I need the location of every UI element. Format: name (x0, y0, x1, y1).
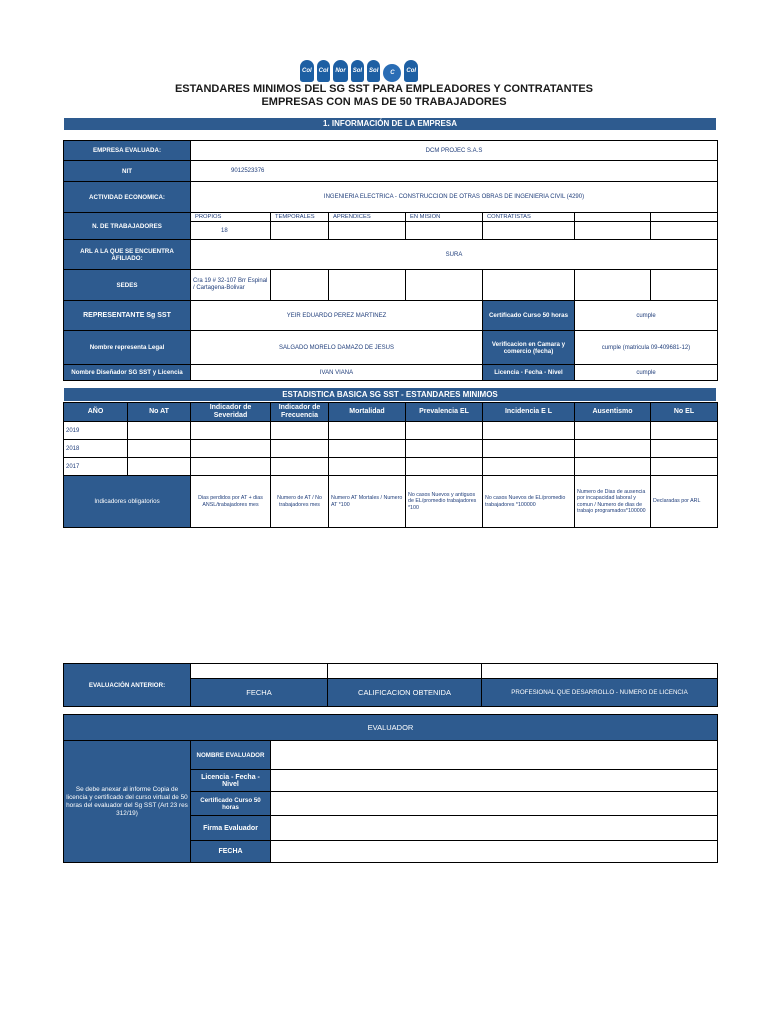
fecha-header: FECHA (191, 679, 328, 707)
table-row (64, 422, 718, 440)
table-row (64, 440, 718, 458)
licencia-evaluador-field[interactable] (271, 770, 718, 792)
col-no-at: No AT (128, 403, 191, 422)
evaluacion-label: EVALUACIÓN ANTERIOR: (64, 664, 191, 707)
profesional-header: PROFESIONAL QUE DESARROLLO - NUMERO DE LICENCIA (482, 679, 718, 707)
licencia-label: Licencia - Fecha - Nivel (483, 365, 575, 381)
company-info-table (63, 140, 718, 381)
evaluador-note: Se debe anexar al informe Copia de licencia y certificado del curso virtual de 50 horas del evaluador del Sg SST (Art 23 res 312/19) (64, 741, 191, 863)
representante-label: REPRESENTANTE Sg SST (64, 301, 191, 331)
logo-3: Nor (333, 60, 347, 82)
col-severidad: Indicador de Severidad (191, 403, 271, 422)
certificado-evaluador-label: Certificado Curso 50 horas (191, 792, 271, 816)
licencia-value: cumple (575, 365, 718, 381)
ind-frecuencia: Numero de AT / No trabajadores mes (271, 476, 329, 528)
logo-5: Sol (367, 60, 380, 82)
trab-col-propios: PROPIOS (191, 213, 271, 222)
ind-incidencia: No casos Nuevos de EL/promedio trabajadores *100000 (483, 476, 575, 528)
trab-col-aprendices: APRENDICES (329, 213, 406, 222)
sede-7 (651, 270, 718, 301)
evaluador-table (63, 714, 718, 863)
trab-blank-value-1 (575, 222, 651, 240)
col-ano: AÑO (64, 403, 128, 422)
sedes-value: Cra 19 # 32-107 Brr Espinal / Cartagena-Bolivar (191, 270, 271, 301)
logo-7: Col (404, 60, 418, 82)
profesional-value (482, 664, 718, 679)
col-prevalencia: Prevalencia EL (406, 403, 483, 422)
calificacion-header: CALIFICACION OBTENIDA (328, 679, 482, 707)
trab-contratistas-value (483, 222, 575, 240)
actividad-value: INGENIERIA ELECTRICA - CONSTRUCCION DE OTRAS OBRAS DE INGENIERIA CIVIL (4290) (191, 182, 718, 213)
empresa-value: DCM PROJEC S.A.S (191, 141, 718, 161)
trab-col-mision: EN MISION (406, 213, 483, 222)
nit-value: 9012523376 (191, 161, 718, 182)
estadistica-title: ESTADISTICA BASICA SG SST - ESTANDARES MINIMOS (64, 388, 716, 401)
trab-aprendices-value (329, 222, 406, 240)
section-info-title: 1. INFORMACIÓN DE LA EMPRESA (64, 118, 716, 130)
certificado-value: cumple (575, 301, 718, 331)
year-cell: 2018 (64, 440, 128, 458)
firma-evaluador-label: Firma Evaluador (191, 816, 271, 841)
licencia-evaluador-label: Licencia - Fecha - Nivel (191, 770, 271, 792)
certificado-label: Certificado Curso 50 horas (483, 301, 575, 331)
trab-col-blank-1 (575, 213, 651, 222)
col-frecuencia: Indicador de Frecuencia (271, 403, 329, 422)
nombre-evaluador-field[interactable] (271, 741, 718, 770)
col-mortalidad: Mortalidad (329, 403, 406, 422)
ind-no-el: Declaradas por ARL (651, 476, 718, 528)
empresa-label: EMPRESA EVALUADA: (64, 141, 191, 161)
trab-propios-value: 18 (191, 222, 271, 240)
disenador-value: IVAN VIANA (191, 365, 483, 381)
calificacion-value (328, 664, 482, 679)
logo-4: Sol (351, 60, 364, 82)
representante-value: YEIR EDUARDO PEREZ MARTINEZ (191, 301, 483, 331)
trabajadores-label: N. DE TRABAJADORES (64, 213, 191, 240)
col-ausentismo: Ausentismo (575, 403, 651, 422)
legal-label: Nombre representa Legal (64, 331, 191, 365)
nombre-evaluador-label: NOMBRE EVALUADOR (191, 741, 271, 770)
col-no-el: No EL (651, 403, 718, 422)
ind-prevalencia: No casos Nuevos y antiguos de EL/promedio trabajadores *100 (406, 476, 483, 528)
nit-label: NIT (64, 161, 191, 182)
trab-col-temporales: TEMPORALES (271, 213, 329, 222)
sede-3 (329, 270, 406, 301)
ind-ausentismo: Numero de Dias de ausencia por incapacidad laboral y comun / Numero de dias de trabajo programados*100000 (575, 476, 651, 528)
certificado-evaluador-field[interactable] (271, 792, 718, 816)
ind-severidad: Dias perdidos por AT + dias ANSL/trabajadores mes (191, 476, 271, 528)
trab-temporales-value (271, 222, 329, 240)
statistics-table (63, 402, 718, 528)
fecha-evaluador-label: FECHA (191, 841, 271, 863)
sedes-label: SEDES (64, 270, 191, 301)
evaluacion-anterior-table (63, 663, 718, 707)
logo-6: C (383, 64, 401, 82)
disenador-label: Nombre Diseñador SG SST y Licencia (64, 365, 191, 381)
logo-1: Col (300, 60, 314, 82)
camara-value: cumple (matricula 09-409681-12) (575, 331, 718, 365)
year-cell: 2017 (64, 458, 128, 476)
sede-5 (483, 270, 575, 301)
indicadores-label: Indicadores obligatorios (64, 476, 191, 528)
trab-col-contratistas: CONTRATISTAS (483, 213, 575, 222)
legal-value: SALGADO MORELO DAMAZO DE JESUS (191, 331, 483, 365)
sede-4 (406, 270, 483, 301)
trab-blank-value-2 (651, 222, 718, 240)
arl-value: SURA (191, 240, 718, 270)
camara-label: Verificacion en Camara y comercio (fecha) (483, 331, 575, 365)
fecha-value (191, 664, 328, 679)
trab-mision-value (406, 222, 483, 240)
actividad-label: ACTIVIDAD ECONOMICA: (64, 182, 191, 213)
arl-label: ARL A LA QUE SE ENCUENTRA AFILIADO: (64, 240, 191, 270)
firma-evaluador-field[interactable] (271, 816, 718, 841)
partner-logos (300, 50, 500, 82)
sede-6 (575, 270, 651, 301)
col-incidencia: Incidencia E L (483, 403, 575, 422)
table-row (64, 458, 718, 476)
page-title-line2: EMPRESAS CON MAS DE 50 TRABAJADORES (261, 96, 507, 108)
logo-2: Col (317, 60, 331, 82)
page-title-line1: ESTANDARES MINIMOS DEL SG SST PARA EMPLEADORES Y CONTRATANTES (174, 83, 594, 95)
ind-mortalidad: Numero AT Mortales / Numero AT *100 (329, 476, 406, 528)
year-cell: 2019 (64, 422, 128, 440)
sede-2 (271, 270, 329, 301)
fecha-evaluador-field[interactable] (271, 841, 718, 863)
trab-col-blank-2 (651, 213, 718, 222)
evaluador-title: EVALUADOR (64, 715, 718, 741)
